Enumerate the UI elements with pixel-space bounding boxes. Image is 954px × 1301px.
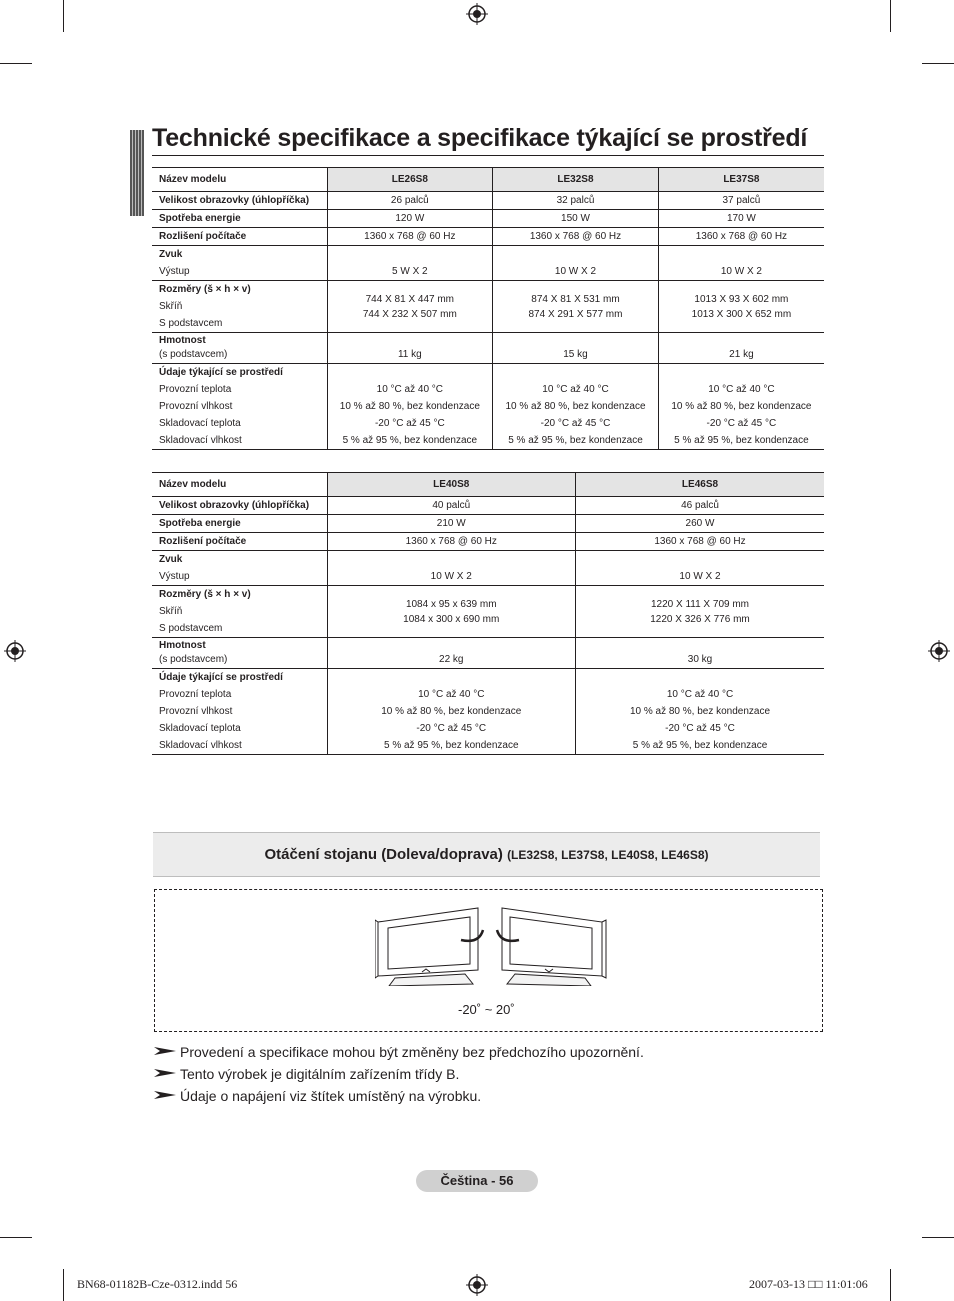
table-cell: Velikost obrazovky (úhlopříčka): [152, 497, 327, 515]
page-number-badge: Čeština - 56: [416, 1170, 538, 1192]
table-row: [152, 638, 824, 669]
section-title: Otáčení stojanu (Doleva/doprava) (LE32S8, LE37S8, LE40S8, LE46S8): [264, 846, 709, 863]
table-cell: 21 kg: [658, 333, 824, 364]
table-cell: 40 palců: [327, 497, 576, 515]
table-cell: 10 W X 2: [658, 246, 824, 281]
table-cell: Zvuk Výstup: [152, 551, 327, 586]
table-row: [152, 497, 824, 515]
table-cell: 10 °C až 40 °C 10 % až 80 %, bez kondenzace -20 °C až 45 °C 5 % až 95 %, bez kondenzace: [327, 364, 493, 450]
table-cell: Velikost obrazovky (úhlopříčka): [152, 192, 327, 210]
arrow-bullet-icon: [154, 1067, 176, 1079]
table-cell: 1360 x 768 @ 60 Hz: [576, 533, 825, 551]
table-cell: 1360 x 768 @ 60 Hz: [327, 533, 576, 551]
table-cell: 5 W X 2: [327, 246, 493, 281]
table-cell: Rozlišení počítače: [152, 533, 327, 551]
table-cell: Zvuk Výstup: [152, 246, 327, 281]
table-cell: 744 X 81 X 447 mm 744 X 232 X 507 mm: [327, 281, 493, 333]
table-row: [152, 210, 824, 228]
table-cell: 1360 x 768 @ 60 Hz: [493, 228, 659, 246]
table-cell: 170 W: [658, 210, 824, 228]
table-row: [152, 333, 824, 364]
note-text: Tento výrobek je digitálním zařízením třídy B.: [180, 1066, 460, 1082]
registration-mark-icon: [466, 1274, 488, 1296]
table-cell: 210 W: [327, 515, 576, 533]
model-header: LE26S8: [327, 168, 493, 192]
table-cell: 10 °C až 40 °C 10 % až 80 %, bez kondenzace -20 °C až 45 °C 5 % až 95 %, bez kondenzace: [493, 364, 659, 450]
crop-mark: [922, 1237, 954, 1238]
stand-section-header: [153, 832, 820, 877]
spec-table-1: [152, 167, 824, 450]
table-cell: 120 W: [327, 210, 493, 228]
table-cell: 1013 X 93 X 602 mm 1013 X 300 X 652 mm: [658, 281, 824, 333]
table-cell: Rozlišení počítače: [152, 228, 327, 246]
table-cell: Název modelu: [152, 473, 327, 497]
note-item: [154, 1044, 644, 1060]
table-row: [152, 192, 824, 210]
table-cell: 150 W: [493, 210, 659, 228]
tv-rotation-illustration: [375, 904, 615, 986]
table-cell: 1220 X 111 X 709 mm 1220 X 326 X 776 mm: [576, 586, 825, 638]
spec-table-2: [152, 472, 824, 755]
crop-mark: [0, 63, 32, 64]
table-cell: 1084 x 95 x 639 mm 1084 x 300 x 690 mm: [327, 586, 576, 638]
title-divider: [152, 155, 824, 156]
table-row: [152, 246, 824, 281]
date-slug: 2007-03-13 □□ 11:01:06: [749, 1277, 868, 1291]
arrow-bullet-icon: [154, 1089, 176, 1101]
table-cell: 37 palců: [658, 192, 824, 210]
table-row: [152, 168, 824, 192]
registration-mark-icon: [466, 3, 488, 25]
registration-mark-icon: [4, 640, 26, 662]
table-cell: 30 kg: [576, 638, 825, 669]
crop-mark: [63, 1269, 64, 1301]
crop-mark: [0, 1237, 32, 1238]
table-row: [152, 281, 824, 333]
table-cell: Hmotnost (s podstavcem): [152, 333, 327, 364]
model-header: LE32S8: [493, 168, 659, 192]
table-row: [152, 669, 824, 755]
table-cell: 15 kg: [493, 333, 659, 364]
table-cell: 22 kg: [327, 638, 576, 669]
table-cell: 1360 x 768 @ 60 Hz: [658, 228, 824, 246]
note-text: Údaje o napájení viz štítek umístěný na výrobku.: [180, 1088, 482, 1104]
table-cell: 11 kg: [327, 333, 493, 364]
table-cell: 10 °C až 40 °C 10 % až 80 %, bez kondenzace -20 °C až 45 °C 5 % až 95 %, bez kondenzace: [658, 364, 824, 450]
table-cell: Název modelu: [152, 168, 327, 192]
table-row: [152, 228, 824, 246]
table-cell: 10 °C až 40 °C 10 % až 80 %, bez kondenzace -20 °C až 45 °C 5 % až 95 %, bez kondenzace: [576, 669, 825, 755]
table-cell: 32 palců: [493, 192, 659, 210]
note-item: [154, 1088, 482, 1104]
note-text: Provedení a specifikace mohou být změněny bez předchozího upozornění.: [180, 1044, 644, 1060]
table-cell: Spotřeba energie: [152, 515, 327, 533]
table-cell: Údaje týkající se prostředí Provozní teplota Provozní vlhkost Skladovací teplota Skladovací vlhkost: [152, 669, 327, 755]
table-cell: 874 X 81 X 531 mm 874 X 291 X 577 mm: [493, 281, 659, 333]
crop-mark: [890, 1269, 891, 1301]
model-header: LE40S8: [327, 473, 576, 497]
crop-mark: [63, 0, 64, 32]
table-cell: 260 W: [576, 515, 825, 533]
arrow-bullet-icon: [154, 1045, 176, 1057]
crop-mark: [922, 63, 954, 64]
table-cell: 10 W X 2: [493, 246, 659, 281]
section-marker: [130, 130, 144, 216]
model-header: LE37S8: [658, 168, 824, 192]
table-row: [152, 473, 824, 497]
registration-mark-icon: [928, 640, 950, 662]
table-cell: Údaje týkající se prostředí Provozní teplota Provozní vlhkost Skladovací teplota Skladovací vlhkost: [152, 364, 327, 450]
crop-mark: [890, 0, 891, 32]
table-cell: 26 palců: [327, 192, 493, 210]
table-row: [152, 364, 824, 450]
table-row: [152, 586, 824, 638]
note-item: [154, 1066, 460, 1082]
table-cell: 10 W X 2: [327, 551, 576, 586]
table-cell: 10 °C až 40 °C 10 % až 80 %, bez kondenzace -20 °C až 45 °C 5 % až 95 %, bez kondenzace: [327, 669, 576, 755]
table-cell: Rozměry (š × h × v) Skříň S podstavcem: [152, 281, 327, 333]
rotation-angle-label: -20˚ ~ 20˚: [458, 1002, 515, 1017]
table-row: [152, 551, 824, 586]
file-slug: BN68-01182B-Cze-0312.indd 56: [77, 1277, 238, 1291]
table-cell: 1360 x 768 @ 60 Hz: [327, 228, 493, 246]
table-cell: Spotřeba energie: [152, 210, 327, 228]
page-title: Technické specifikace a specifikace týkající se prostředí: [152, 124, 808, 152]
table-cell: 10 W X 2: [576, 551, 825, 586]
table-row: [152, 533, 824, 551]
model-header: LE46S8: [576, 473, 825, 497]
table-row: [152, 515, 824, 533]
table-cell: Hmotnost (s podstavcem): [152, 638, 327, 669]
table-cell: 46 palců: [576, 497, 825, 515]
table-cell: Rozměry (š × h × v) Skříň S podstavcem: [152, 586, 327, 638]
